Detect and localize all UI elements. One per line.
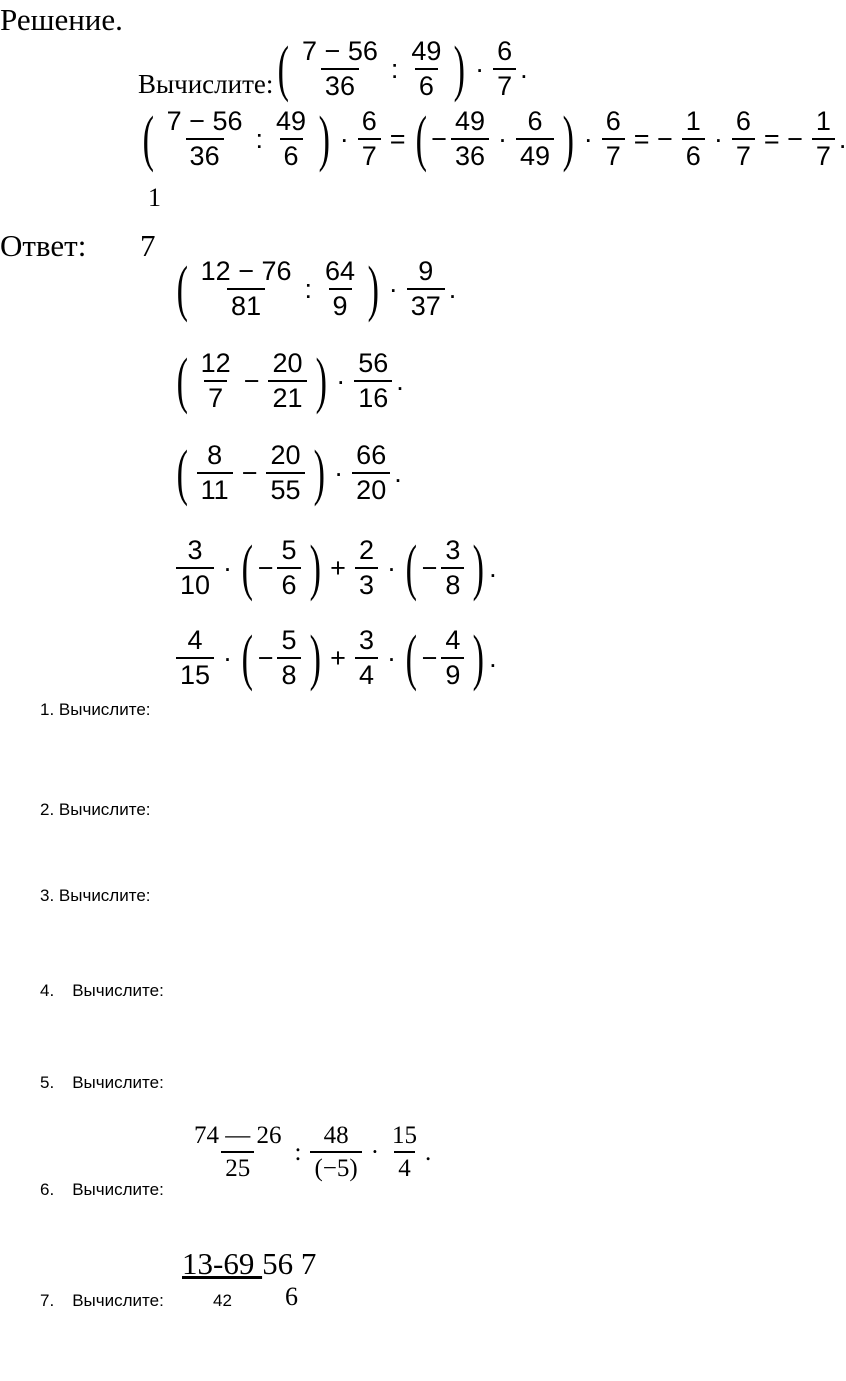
expression-1: ( $\frac{12 - 76}{81}$ : $\frac{64}{9}$ ) · $\frac{9}{37}$ .: [176, 254, 457, 323]
fraction: $\frac{49}{6}$: [411, 36, 442, 101]
expression-2: ( $\frac{12}{7}$ − $\frac{20}{21}$ ) · $\frac{56}{16}$ .: [176, 346, 404, 415]
answer-label: Ответ:: [0, 228, 87, 263]
solution-heading: Решение.: [0, 2, 123, 37]
example-problem: Вычислите: ( $\frac{7 - 56}{36}$ : $\frac{49}{6}$ ) · $\frac{6}{7}$ .: [138, 34, 528, 103]
task-6: 6. Вычислите:: [40, 1180, 164, 1199]
expression-6: $\frac{74 — 26}{25}$ : $\frac{48}{(-5)}$ · $\frac{15}{4}$ .: [194, 1122, 432, 1182]
task-4: 4. Вычислите:: [40, 981, 164, 1000]
fraction: $\frac{7 - 56}{36}$: [302, 36, 378, 101]
task-2: 2. Вычислите:: [40, 800, 151, 819]
example-solution: ( $\frac{7 - 56}{36}$ : $\frac{49}{6}$ ) · $\frac{6}{7}$ = ( − $\frac{49}{36}$ · $\frac{6}{49}$ ) · $\frac{6}{7}$ = − $\frac{1}{6}$ · $\frac{6}{7}$ = − $\frac{1}{7}$ .: [142, 104, 846, 173]
example-label: Вычислите:: [138, 69, 274, 99]
task-7: 7. Вычислите:: [40, 1291, 164, 1310]
footnote-one: 1: [148, 183, 161, 212]
fraction: $\frac{6}{7}$: [493, 38, 516, 100]
expression-3: ( $\frac{8}{11}$ − $\frac{20}{55}$ ) · $\frac{66}{20}$ .: [176, 438, 402, 507]
expression-7-den-a: 42: [213, 1291, 232, 1310]
task-5: 5. Вычислите:: [40, 1073, 164, 1092]
task-3: 3. Вычислите:: [40, 886, 151, 905]
expression-7-den-b: 6: [285, 1282, 298, 1311]
paren-close: ): [454, 34, 466, 103]
task-1: 1. Вычислите:: [40, 700, 151, 719]
expression-4: $\frac{3}{10}$ · ( − $\frac{5}{6}$ ) + $\frac{2}{3}$ · ( − $\frac{3}{8}$ ) .: [172, 537, 497, 599]
answer-value: 7: [140, 228, 156, 263]
expression-7-top: 13-69 56 7: [182, 1246, 317, 1281]
expression-5: $\frac{4}{15}$ · ( − $\frac{5}{8}$ ) + $\frac{3}{4}$ · ( − $\frac{4}{9}$ ) .: [172, 627, 497, 689]
paren-open: (: [278, 34, 290, 103]
